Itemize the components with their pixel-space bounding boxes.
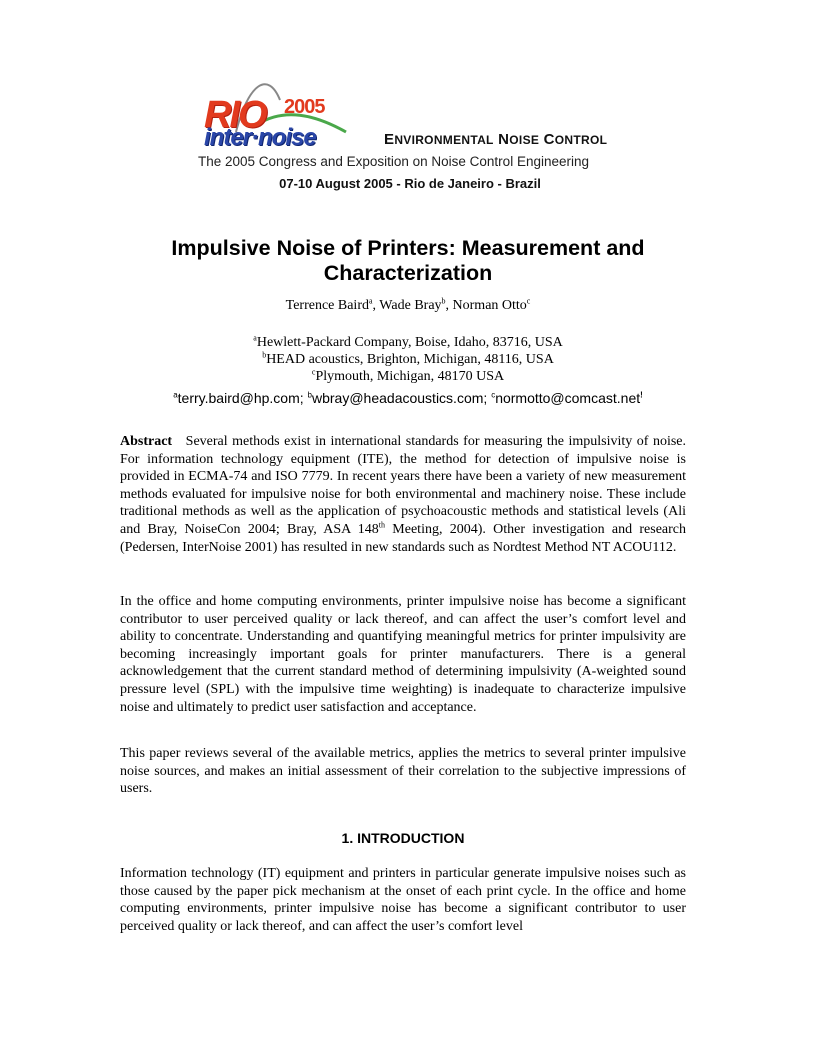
email-link[interactable]: normotto@comcast.net bbox=[495, 390, 641, 406]
conference-dates: 07-10 August 2005 - Rio de Janeiro - Brazil bbox=[279, 176, 541, 191]
author-list: Terrence Baird$^a$, Wade Bray$^b$, Norman Otto$^c$ bbox=[285, 296, 531, 313]
conference-subtitle: The 2005 Congress and Exposition on Noise Control Engineering bbox=[198, 154, 589, 169]
affiliation-a: $^a$Hewlett-Packard Company, Boise, Idaho, 83716, USA bbox=[253, 333, 563, 350]
email-link[interactable]: terry.baird@hp.com; bbox=[177, 390, 308, 406]
intro-paragraph-2: In the office and home computing environments, printer impulsive noise has become a significant contributor to user perceived quality or lack thereof, and can affect the user’s comfort level and ability to concentrate. Understanding and quantifying meaningful metrics for printer impulsivity are becoming increasingly important goals for printer manufacturers. There is a general acknowledgement that the current standard method of determining impulsivity (A-weighted sound pressure level (SPL) with the impulsive time weighting) is inadequate to characterize impulsive noise and ultimately to predict user satisfaction and acceptance. bbox=[120, 594, 686, 715]
internoise-logo bbox=[196, 74, 356, 154]
introduction-paragraph: Information technology (IT) equipment and printers in particular generate impulsive noises such as those caused by the paper pick mechanism at the onset of each print cycle. In the office and home computing environments, printer impulsive noise has become a significant contributor to user perceived quality or lack thereof, and can affect the user’s comfort level bbox=[120, 866, 686, 934]
paper-title: Impulsive Noise of Printers: Measurement and Characterization bbox=[171, 236, 645, 285]
affiliation-c: $^c$Plymouth, Michigan, 48170 USA bbox=[311, 367, 505, 384]
logo-year-text: 2005 bbox=[284, 96, 325, 118]
affiliation-b: $^b$HEAD acoustics, Brighton, Michigan, 48116, USA bbox=[262, 350, 554, 367]
intro-paragraph-3: This paper reviews several of the available metrics, applies the metrics to several printer impulsive noise sources, and makes an initial assessment of their correlation to the subjective impressions of users. bbox=[120, 746, 686, 797]
abstract-paragraph: Abstract Several methods exist in international standards for measuring the impulsivity of noise. For information technology equipment (ITE), the method for detection of impulsive noise is provided in ECMA-74 and ISO 7779. In recent years there have been a variety of new measurement methods evaluated for impulsive noise for both environmental and machinery noise. These include traditional methods as well as the application of psychoacoustic methods and statistical levels (Ali and Bray, NoiseCon 2004; Bray, ASA 148th Meeting, 2004). Other investigation and research (Pedersen, InterNoise 2001) has resulted in new standards such as Nordtest Method NT ACOU112. bbox=[120, 434, 687, 555]
logo-internoise-text: inter·noise bbox=[204, 124, 316, 151]
conference-banner bbox=[190, 70, 630, 200]
abstract-label: Abstract bbox=[120, 434, 173, 449]
conference-theme: ENVIRONMENTAL NOISE CONTROL bbox=[384, 131, 608, 148]
email-link[interactable]: wbray@headacoustics.com; bbox=[312, 390, 492, 406]
email-list: $^a$terry.baird@hp.com; $^b$wbray@headacoustics.com; $^c$normotto@comcast.net! bbox=[173, 390, 643, 406]
section-heading-introduction: 1. INTRODUCTION bbox=[341, 830, 465, 846]
logo-rio-text: RIO bbox=[204, 94, 266, 136]
